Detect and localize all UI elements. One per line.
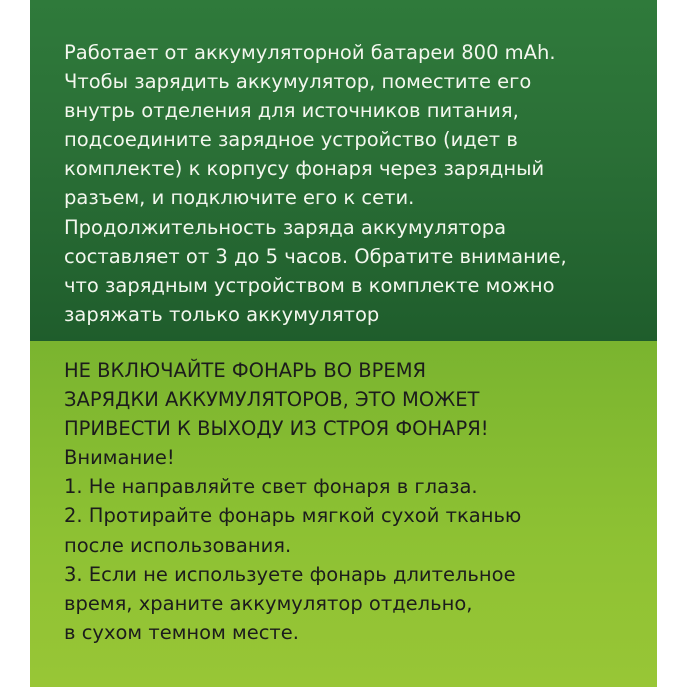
charging-info-line: Чтобы зарядить аккумулятор, поместите его xyxy=(64,70,532,94)
charging-info-line: внутрь отделения для источников питания, xyxy=(64,99,519,123)
charging-info-line: заряжать только аккумулятор xyxy=(64,302,380,326)
charging-info-line: разъем, и подключите его к сети. xyxy=(64,186,415,210)
charging-info-panel xyxy=(30,0,657,341)
charging-info-text xyxy=(64,38,654,329)
tip-line: 2. Протирайте фонарь мягкой сухой тканью xyxy=(64,504,522,528)
warning-text xyxy=(64,356,654,647)
tip-line: 3. Если не используете фонарь длительное xyxy=(64,562,516,586)
instruction-card xyxy=(30,0,657,687)
warning-line: ЗАРЯДКИ АККУМУЛЯТОРОВ, ЭТО МОЖЕТ xyxy=(64,388,480,412)
warning-line: ПРИВЕСТИ К ВЫХОДУ ИЗ СТРОЯ ФОНАРЯ! xyxy=(64,417,489,441)
tip-line: в сухом темном месте. xyxy=(64,620,299,644)
tip-line: 1. Не направляйте свет фонаря в глаза. xyxy=(64,475,478,499)
tip-line: после использования. xyxy=(64,533,292,557)
charging-info-line: комплекте) к корпусу фонаря через зарядный xyxy=(64,157,545,181)
charging-info-line: составляет от 3 до 5 часов. Обратите внимание, xyxy=(64,244,567,268)
charging-info-line: подсоедините зарядное устройство (идет в xyxy=(64,128,518,152)
warning-line: НЕ ВКЛЮЧАЙТЕ ФОНАРЬ ВО ВРЕМЯ xyxy=(64,359,427,382)
attention-heading: Внимание! xyxy=(64,446,175,470)
charging-info-line: Работает от аккумуляторной батареи 800 mAh. xyxy=(64,41,556,64)
charging-info-line: что зарядным устройством в комплекте можно xyxy=(64,273,555,297)
tip-line: время, храните аккумулятор отдельно, xyxy=(64,591,473,615)
charging-info-line: Продолжительность заряда аккумулятора xyxy=(64,215,507,239)
